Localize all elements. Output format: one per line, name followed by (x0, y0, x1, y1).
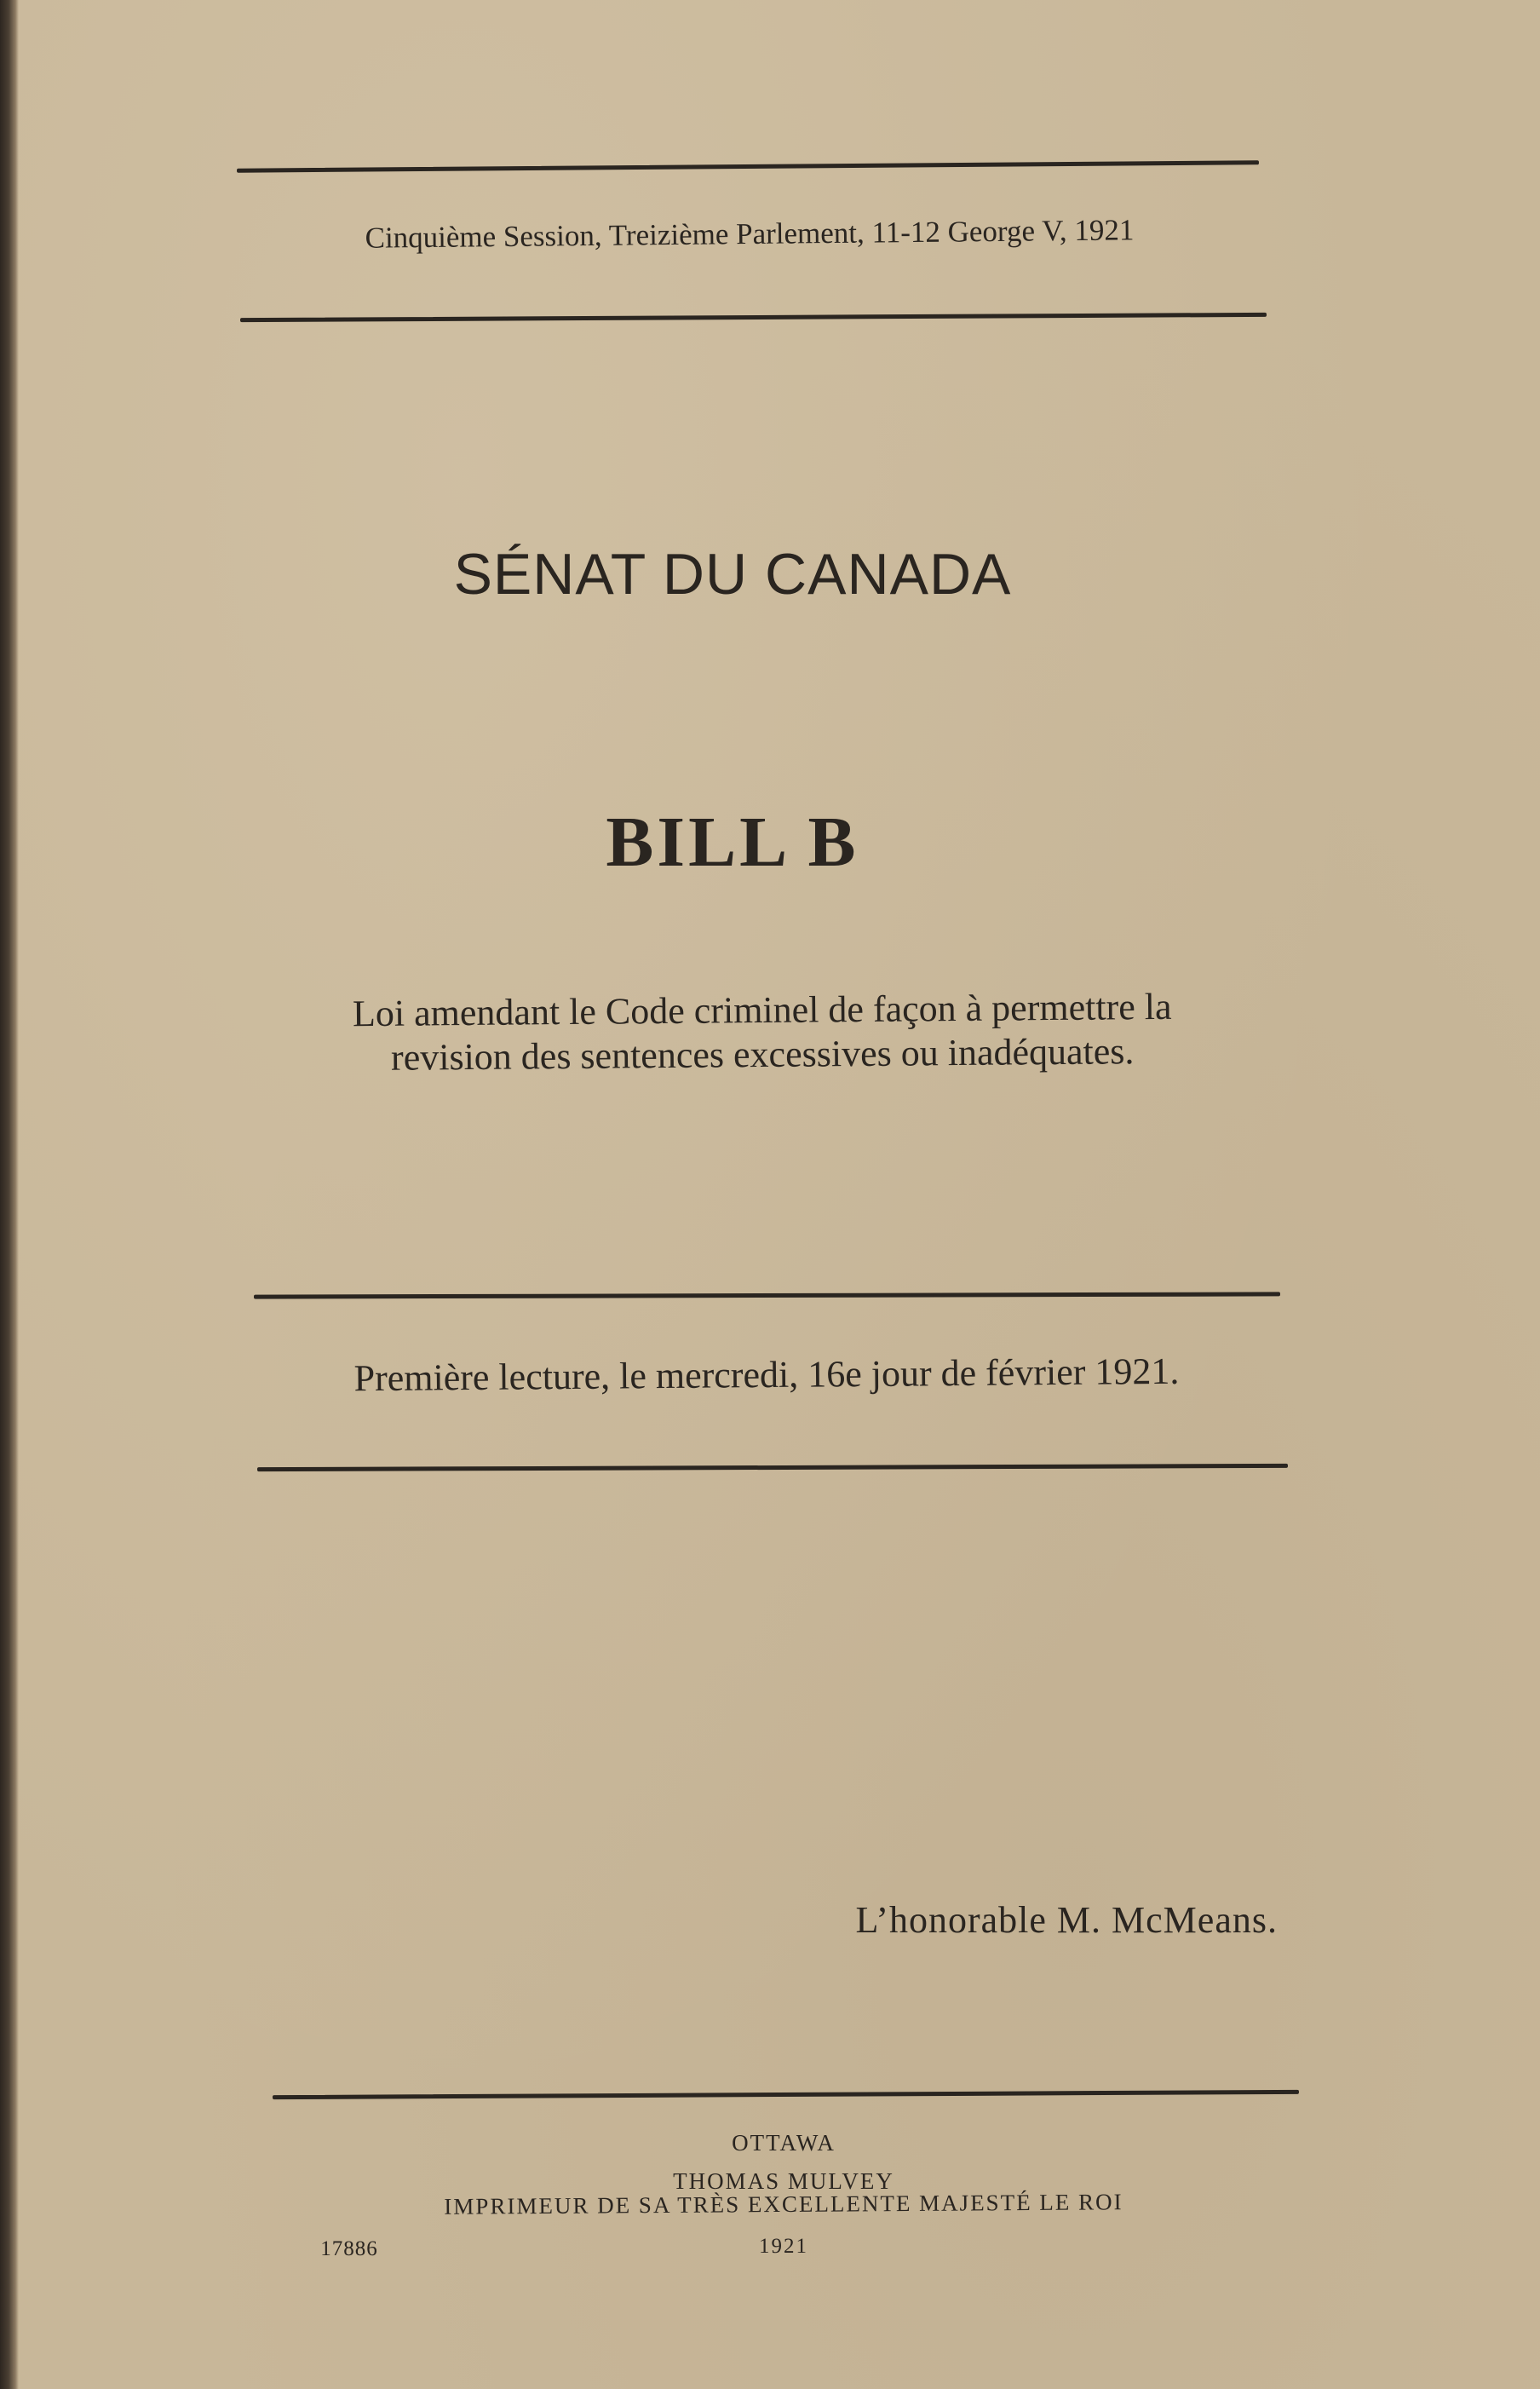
session-line: Cinquième Session, Treizième Parlement, 11-12 George V, 1921 (365, 213, 1135, 255)
top-rule-lower (240, 313, 1267, 322)
imprint-printer: THOMAS MULVEY (673, 2168, 894, 2194)
first-reading-line: Première lecture, le mercredi, 16e jour de février 1921. (353, 1350, 1180, 1400)
sponsor-line: L’honorable M. McMeans. (855, 1899, 1278, 1941)
binding-edge (0, 0, 19, 2389)
imprint-year: 1921 (759, 2235, 808, 2258)
bill-description-line-1: Loi amendant le Code criminel de façon à permettre la (352, 985, 1172, 1035)
imprint-printer-title: IMPRIMEUR DE SA TRÈS EXCELLENTE MAJESTÉ LE ROI (444, 2189, 1123, 2219)
bill-description (230, 984, 1296, 1082)
top-rule-upper (237, 160, 1259, 172)
reading-rule-upper (254, 1292, 1280, 1298)
document-number: 17886 (320, 2237, 378, 2260)
senate-title: SÉNAT DU CANADA (453, 542, 1012, 607)
bill-description-line-2: revision des sentences excessives ou inadéquates. (390, 1030, 1135, 1079)
bill-title: BILL B (606, 803, 859, 882)
imprint-city: OTTAWA (732, 2130, 836, 2156)
reading-rule-lower (257, 1464, 1288, 1471)
bottom-rule (273, 2090, 1299, 2099)
